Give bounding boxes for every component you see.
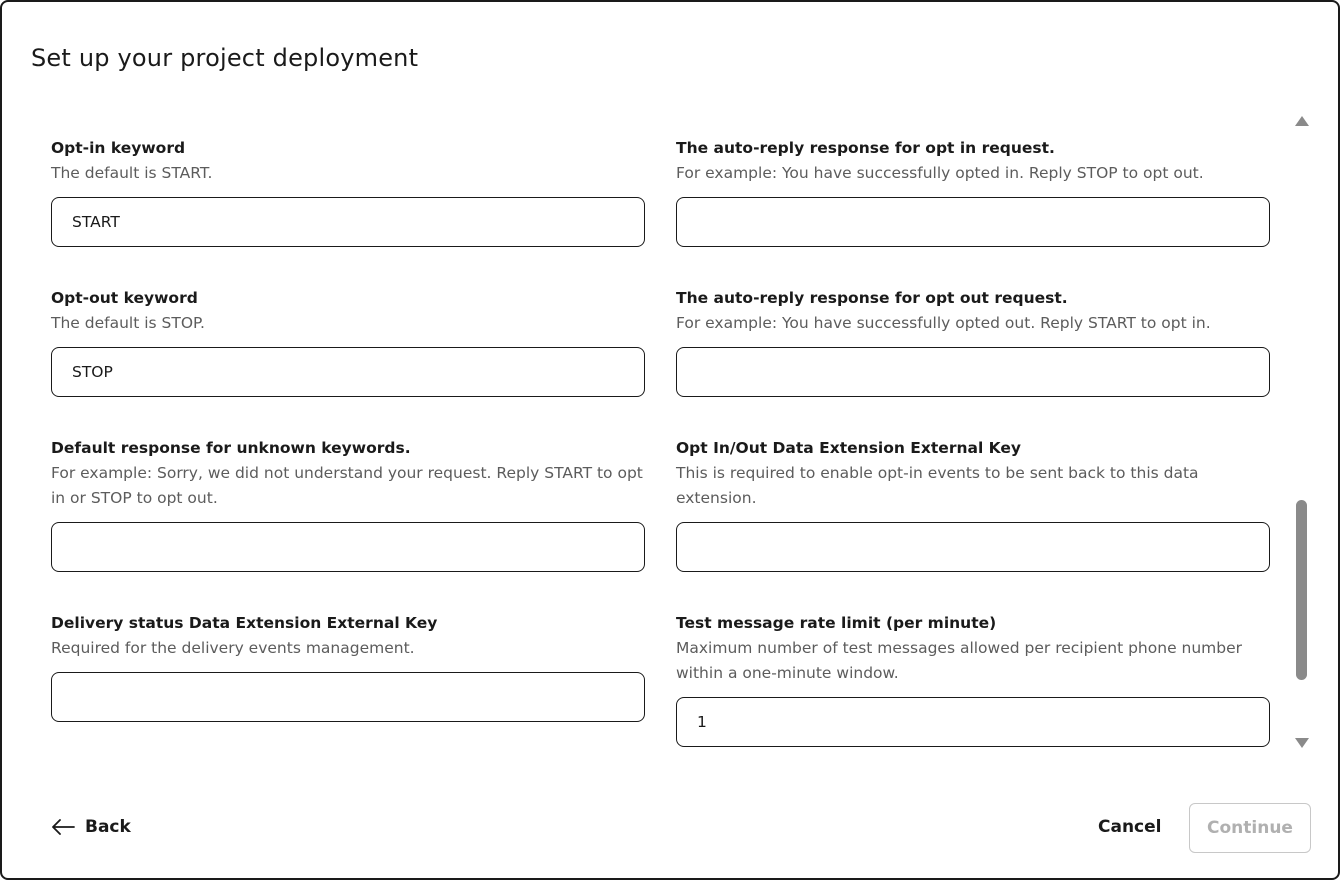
optin-keyword-field [51,137,645,247]
field-label: Delivery status Data Extension External Key [51,614,438,632]
field-help: For example: You have successfully opted in. Reply STOP to opt out. [676,164,1204,182]
field-help: The default is STOP. [51,314,205,332]
back-button[interactable] [51,812,131,842]
optinout-de-key-field [676,437,1270,572]
field-label: Opt-in keyword [51,139,186,157]
rate-limit-field [676,612,1270,747]
optin-reply-field [676,137,1270,247]
optin-keyword-input[interactable] [51,197,645,247]
field-help: For example: You have successfully opted out. Reply START to opt in. [676,314,1211,332]
back-button-label: Back [85,817,131,837]
continue-button[interactable]: Continue [1189,803,1311,853]
triangle-up-icon[interactable] [1295,116,1309,126]
field-label: Opt In/Out Data Extension External Key [676,439,1022,457]
delivery-de-key-input[interactable] [51,672,645,722]
form-scroll-area [2,112,1292,772]
triangle-down-icon[interactable] [1295,738,1309,748]
dialog-footer [2,802,1338,854]
rate-limit-input[interactable] [676,697,1270,747]
optout-keyword-field [51,287,645,397]
field-help: Maximum number of test messages allowed per recipient phone number within a one-minute window. [676,639,1243,682]
field-help: Required for the delivery events management. [51,639,415,657]
optinout-de-key-input[interactable] [676,522,1270,572]
optout-reply-input[interactable] [676,347,1270,397]
unknown-response-input[interactable] [51,522,645,572]
field-help: For example: Sorry, we did not understand your request. Reply START to opt in or STOP to opt out. [51,464,643,507]
optout-reply-field [676,287,1270,397]
field-label: Default response for unknown keywords. [51,439,411,457]
field-label: Test message rate limit (per minute) [676,614,997,632]
unknown-response-field [51,437,645,572]
scrollbar-thumb[interactable] [1296,500,1307,680]
field-label: The auto-reply response for opt out request. [676,289,1068,307]
delivery-de-key-field [51,612,645,722]
field-label: Opt-out keyword [51,289,198,307]
field-help: The default is START. [51,164,213,182]
cancel-button[interactable]: Cancel [1088,812,1171,842]
field-help: This is required to enable opt-in events to be sent back to this data extension. [676,464,1199,507]
optout-keyword-input[interactable] [51,347,645,397]
optin-reply-input[interactable] [676,197,1270,247]
dialog-title: Set up your project deployment [31,44,419,72]
arrow-left-icon [51,819,75,835]
field-label: The auto-reply response for opt in request. [676,139,1055,157]
scrollbar[interactable] [1292,112,1312,752]
